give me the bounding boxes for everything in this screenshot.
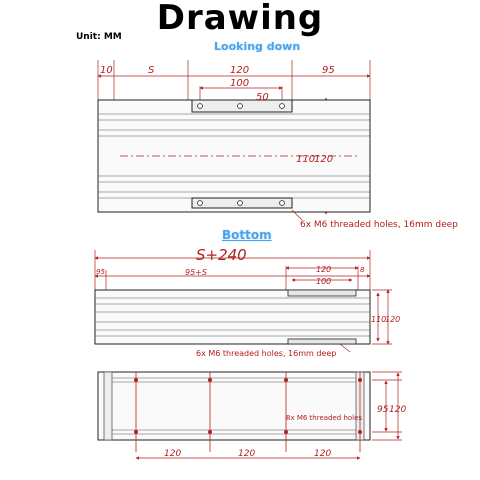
dim-top-10: 10 [100, 65, 113, 76]
dim-bottom-120-vertical: 120 [389, 405, 407, 415]
view-label-top: Looking down [214, 40, 301, 53]
dim-top-120: 120 [230, 65, 250, 76]
view-label-bottom: Bottom [222, 228, 272, 242]
dim-top-120-vertical: 120 [314, 154, 334, 165]
dim-top-s: S [148, 65, 155, 76]
dim-top-50: 50 [256, 92, 269, 103]
note-top-holes: 6x M6 threaded holes, 16mm deep [300, 220, 458, 230]
unit-label: Unit: MM [76, 32, 122, 42]
dim-side-110: 110 [371, 315, 387, 324]
side-view [95, 246, 400, 358]
note-bottom-holes: 8x M6 threaded holes [286, 414, 363, 422]
dim-side-8: 8 [360, 266, 365, 274]
top-view [98, 60, 458, 230]
dim-side-span: 95+S [185, 268, 207, 277]
page-title: Drawing [156, 0, 324, 38]
dim-top-95: 95 [322, 65, 335, 76]
dim-side-95: 95 [96, 268, 105, 276]
dim-top-110: 110 [296, 154, 316, 165]
dim-bottom-120-b: 120 [238, 449, 256, 459]
dim-side-total: S+240 [196, 246, 247, 264]
dim-bottom-95: 95 [377, 405, 389, 415]
bottom-view [98, 372, 406, 459]
dim-bottom-120-c: 120 [314, 449, 332, 459]
dim-side-120-vertical: 120 [385, 315, 401, 324]
dim-bottom-120-a: 120 [164, 449, 182, 459]
dim-side-100: 100 [316, 277, 332, 286]
dim-top-100: 100 [230, 78, 250, 89]
note-side-holes: 6x M6 threaded holes, 16mm deep [196, 349, 337, 358]
dim-side-120: 120 [316, 265, 332, 274]
